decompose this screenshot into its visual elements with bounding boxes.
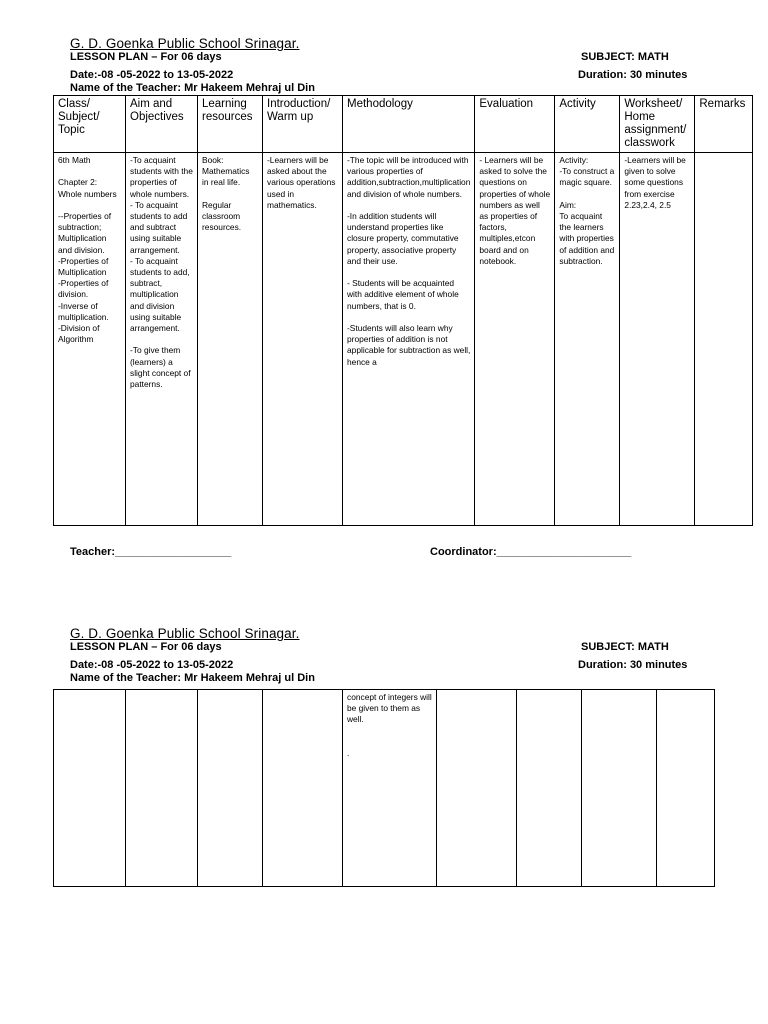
- header-intro: Introduction/ Warm up: [263, 96, 343, 153]
- cell-resources: Book: Mathematics in real life. Regular classroom resources.: [198, 153, 263, 526]
- lesson-plan-table-continued: [53, 689, 715, 887]
- header-methodology: Methodology: [343, 96, 475, 153]
- header-resources: Learning resources: [198, 96, 263, 153]
- duration-label: Duration: 30 minutes: [578, 659, 688, 671]
- table-row: [54, 153, 753, 526]
- cell-methodology: concept of integers will be given to them as well. .: [343, 690, 437, 887]
- school-title: G. D. Goenka Public School Srinagar.: [70, 626, 300, 641]
- date-range: Date:-08 -05-2022 to 13-05-2022: [70, 659, 234, 671]
- teacher-name: Name of the Teacher: Mr Hakeem Mehraj ul Din: [70, 672, 315, 684]
- table-row: [54, 690, 715, 887]
- subject-label: SUBJECT: MATH: [581, 641, 669, 653]
- duration-label: Duration: 30 minutes: [578, 69, 688, 81]
- header-aim: Aim and Objectives: [126, 96, 198, 153]
- cell-remarks: [657, 690, 715, 887]
- cell-activity: Activity: -To construct a magic square. Aim: To acquaint the learners with properties of addition and subtraction.: [555, 153, 620, 526]
- cell-activity: [517, 690, 582, 887]
- cell-intro: [263, 690, 343, 887]
- subject-label: SUBJECT: MATH: [581, 51, 669, 63]
- cell-class: [54, 690, 126, 887]
- lesson-plan-title: LESSON PLAN – For 06 days: [70, 51, 222, 63]
- teacher-name: Name of the Teacher: Mr Hakeem Mehraj ul Din: [70, 82, 315, 94]
- cell-worksheet: [582, 690, 657, 887]
- cell-class: 6th Math Chapter 2: Whole numbers --Properties of subtraction; Multiplication and division. -Properties of Multiplication -Properties of division. -Inverse of multiplication. -Division of Algorithm: [54, 153, 126, 526]
- lesson-plan-title: LESSON PLAN – For 06 days: [70, 641, 222, 653]
- cell-evaluation: - Learners will be asked to solve the questions on properties of whole numbers as well as properties of factors, multiples,etcon board and on notebook.: [475, 153, 555, 526]
- table-header-row: [54, 96, 753, 153]
- header-evaluation: Evaluation: [475, 96, 555, 153]
- date-range: Date:-08 -05-2022 to 13-05-2022: [70, 69, 234, 81]
- header-activity: Activity: [555, 96, 620, 153]
- cell-intro: -Learners will be asked about the various operations used in mathematics.: [263, 153, 343, 526]
- cell-aim: -To acquaint students with the properties of whole numbers. - To acquaint students to add and subtract using suitable arrangement. - To acquaint students to add, subtract, multiplication and division using suitable arrangement. -To give them (learners) a slight concept of patterns.: [126, 153, 198, 526]
- cell-worksheet: -Learners will be given to solve some questions from exercise 2.23,2.4, 2.5: [620, 153, 695, 526]
- lesson-plan-table: [53, 95, 753, 526]
- cell-aim: [126, 690, 198, 887]
- header-remarks: Remarks: [695, 96, 753, 153]
- teacher-signature-line: Teacher:___________________: [70, 546, 232, 558]
- cell-remarks: [695, 153, 753, 526]
- coordinator-signature-line: Coordinator:______________________: [430, 546, 632, 558]
- header-worksheet: Worksheet/ Home assignment/ classwork: [620, 96, 695, 153]
- cell-methodology: -The topic will be introduced with various properties of addition,subtraction,multiplication and division of whole numbers. -In addition students will understand properties like closure property, commutative property, associative property and their use. - Students will be acquainted with additive element of whole numbers, that is 0. -Students will also learn why properties of addition is not applicable for subtraction as well, hence a: [343, 153, 475, 526]
- school-title: G. D. Goenka Public School Srinagar.: [70, 36, 300, 51]
- cell-evaluation: [437, 690, 517, 887]
- header-class: Class/ Subject/ Topic: [54, 96, 126, 153]
- cell-resources: [198, 690, 263, 887]
